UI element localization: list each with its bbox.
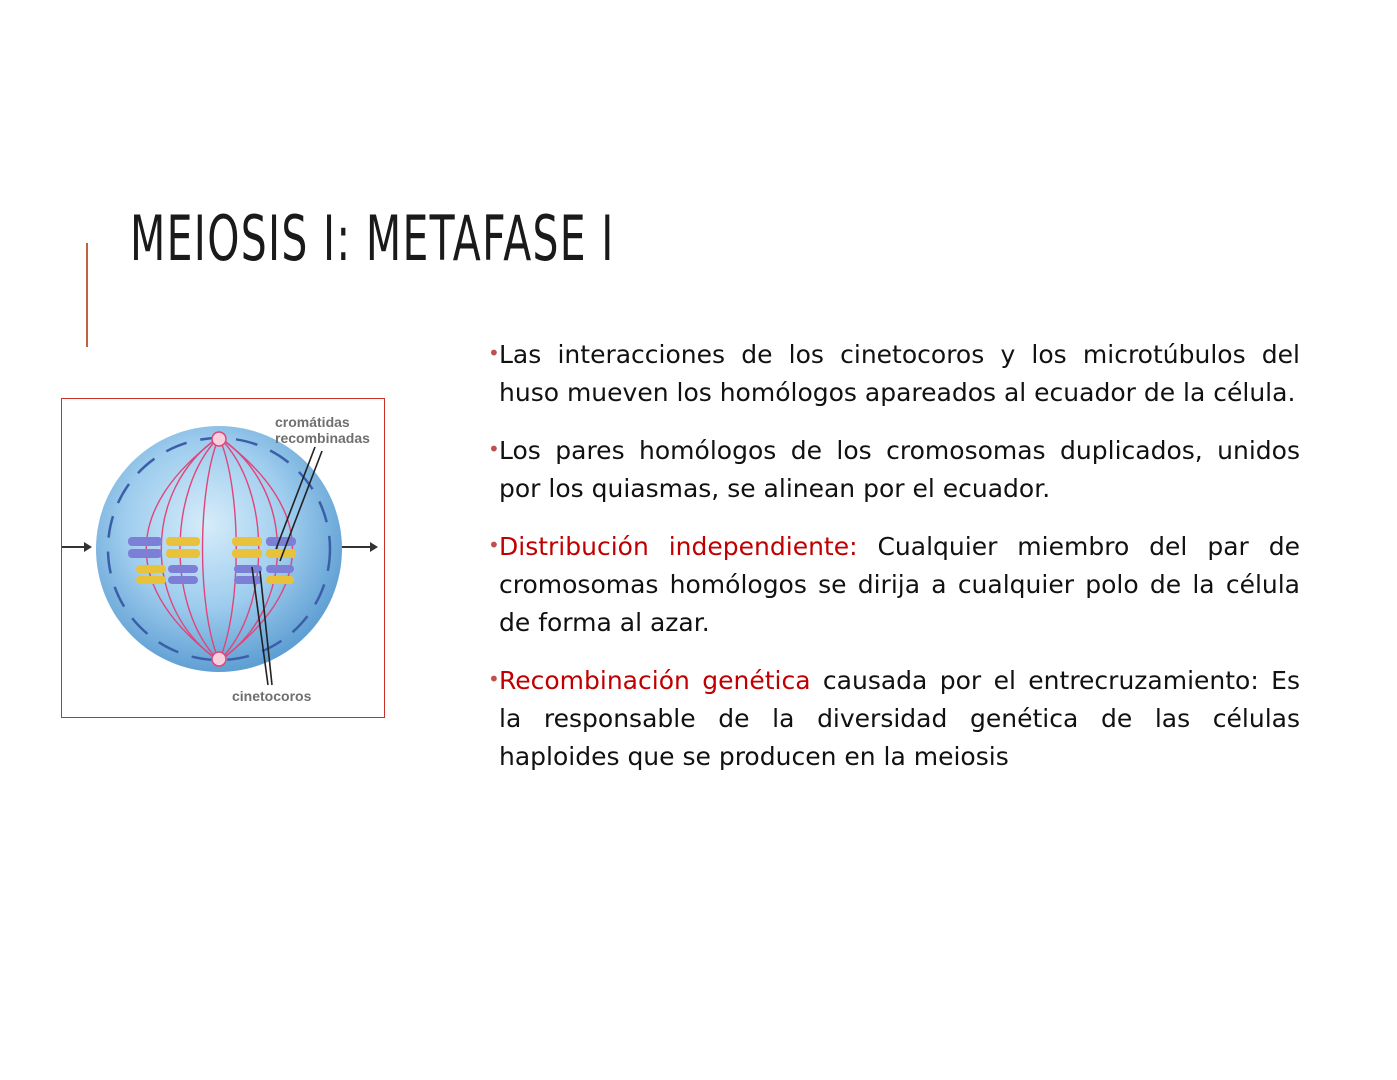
label-recombinadas: recombinadas — [275, 430, 370, 446]
centrosome-top — [212, 432, 226, 446]
bullet-text: Cualquier miembro del par de cromosomas homólogos se dirija a cualquier polo de la célula de forma al azar. — [499, 532, 1300, 637]
bullet-text: Las interacciones de los cinetocoros y los microtúbulos del huso mueven los homólogos apareados al ecuador de la célula. — [499, 340, 1300, 407]
bullet-text: causada por el entrecruzamiento: Es la responsable de la diversidad genética de las células haploides que se producen en la meiosis — [499, 666, 1300, 771]
title-accent-line — [86, 243, 88, 347]
meiosis-figure — [61, 398, 385, 718]
bullet-item — [488, 432, 1300, 508]
right-arrow-icon — [338, 542, 378, 552]
label-cinetocoros: cinetocoros — [232, 688, 312, 704]
bullet-marker: • — [488, 341, 500, 365]
bullet-marker: • — [488, 533, 500, 557]
slide-title: MEIOSIS I: METAFASE I — [130, 202, 615, 275]
bullet-list — [488, 336, 1300, 796]
bullet-text: Los pares homólogos de los cromosomas duplicados, unidos por los quiasmas, se alinean por el ecuador. — [499, 436, 1300, 503]
bullet-item — [488, 528, 1300, 642]
label-cromatidas: cromátidas — [275, 414, 350, 430]
bullet-highlight: Distribución independiente: — [499, 532, 858, 561]
bullet-item — [488, 336, 1300, 412]
metaphase-illustration — [62, 399, 384, 717]
centrosome-bottom — [212, 652, 226, 666]
bullet-marker: • — [488, 667, 500, 691]
bullet-marker: • — [488, 437, 500, 461]
bullet-highlight: Recombinación genética — [499, 666, 811, 695]
bullet-item — [488, 662, 1300, 776]
left-arrow-icon — [62, 542, 92, 552]
